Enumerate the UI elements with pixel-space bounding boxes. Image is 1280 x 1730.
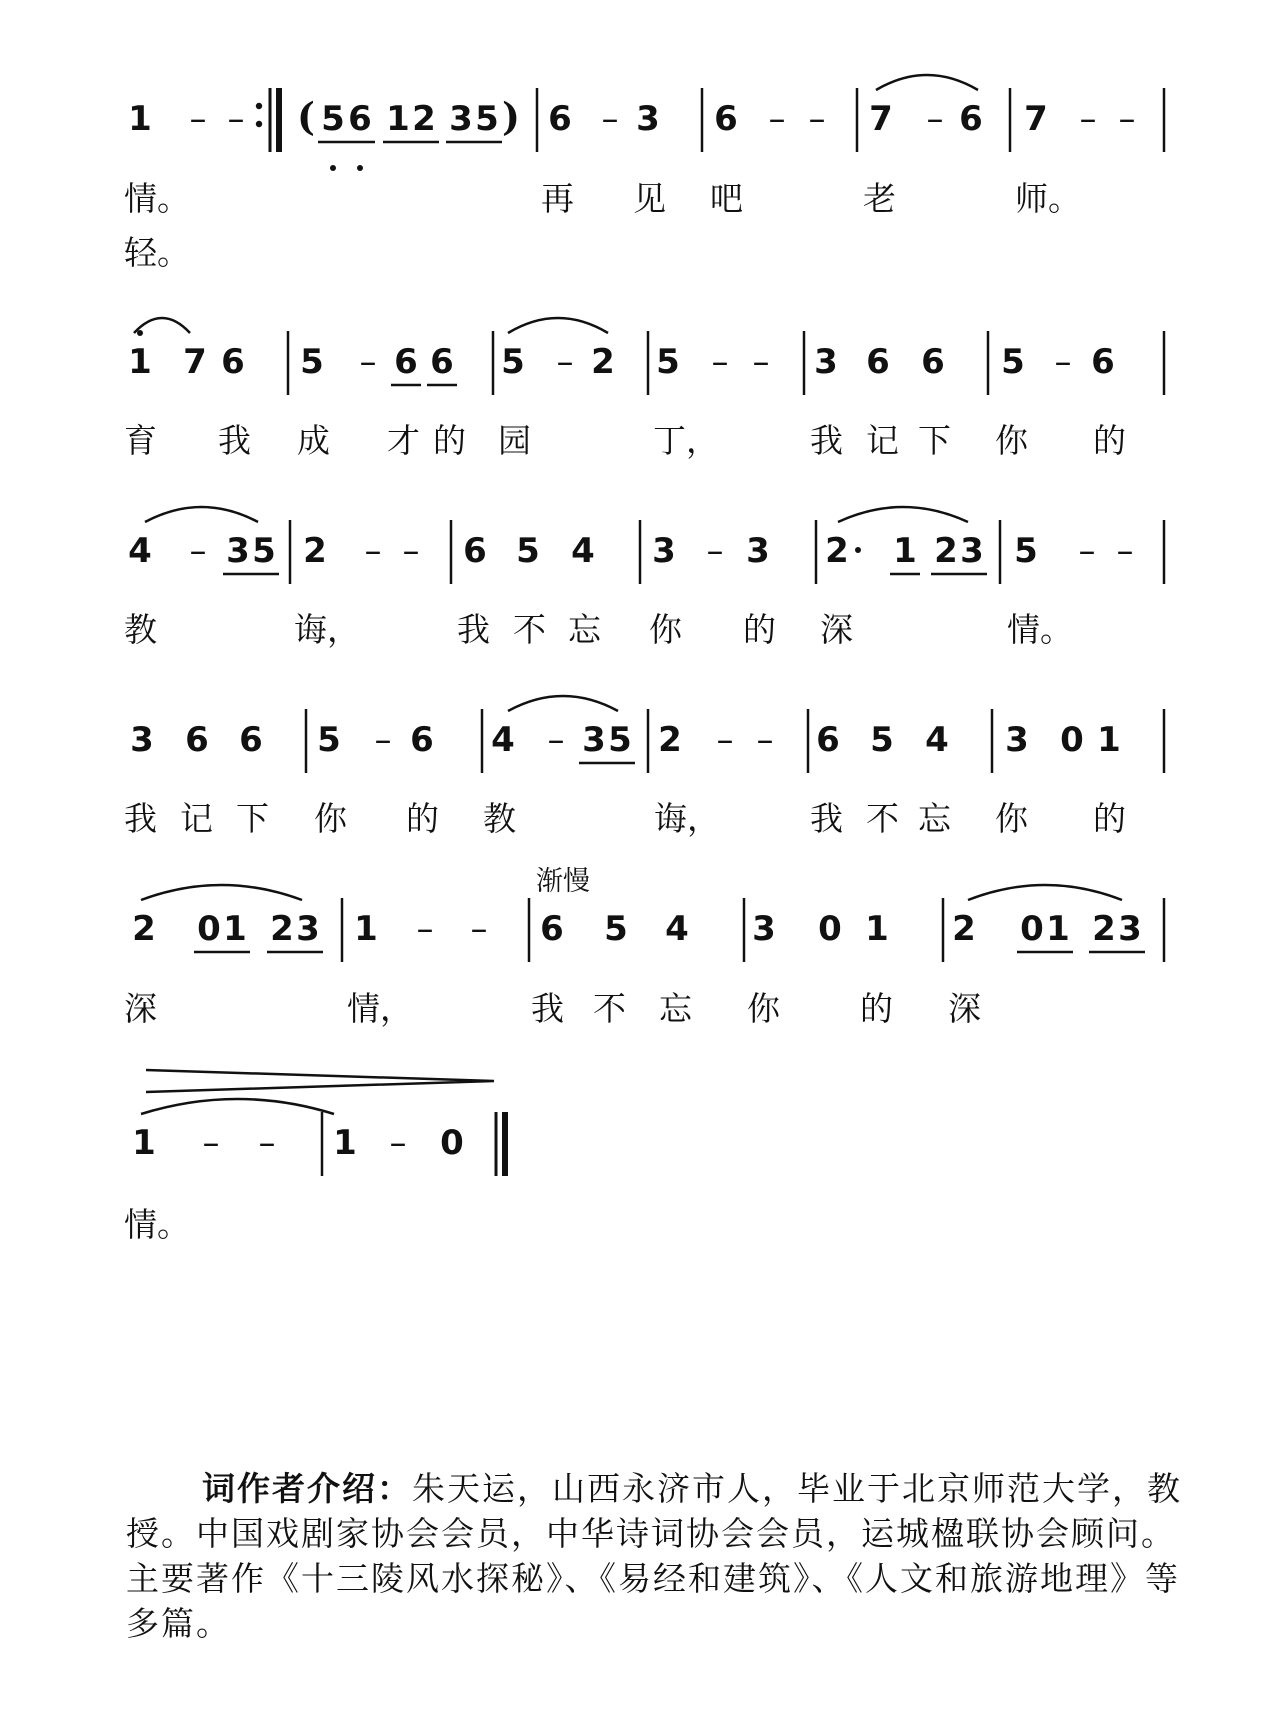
parenthesis: ( xyxy=(297,94,315,139)
note-digit: 3 xyxy=(960,531,984,571)
note-digit: 2 xyxy=(270,909,294,949)
lyric-syllable: 吧 xyxy=(710,179,743,218)
note-digit: 1 xyxy=(1097,720,1121,760)
parenthesis: ) xyxy=(502,94,520,139)
note-digit: 5 xyxy=(516,531,540,571)
slur xyxy=(141,1099,334,1114)
note-digit: 3 xyxy=(814,342,838,382)
note-digit: 6 xyxy=(1091,342,1115,382)
note-digit: 3 xyxy=(582,720,606,760)
note-digit: 0 xyxy=(1060,720,1084,760)
lyric-syllable: 我 xyxy=(457,610,490,649)
lyric-syllable: 的 xyxy=(743,610,776,649)
note-digit: 2 xyxy=(591,342,615,382)
lyric-syllable: 我 xyxy=(124,799,157,838)
note-digit: 6 xyxy=(185,720,209,760)
note-digit: 1 xyxy=(128,99,152,139)
lyric-syllable: 情。 xyxy=(1007,610,1073,649)
note-digit: 4 xyxy=(925,720,949,760)
note-digit: 6 xyxy=(221,342,245,382)
lyric-syllable: 你 xyxy=(747,989,780,1028)
sustain-dash: – xyxy=(752,342,770,382)
sustain-dash: – xyxy=(808,99,826,139)
lyric-syllable: 你 xyxy=(995,799,1028,838)
note-digit: 6 xyxy=(816,720,840,760)
slur xyxy=(134,318,190,333)
lyric-syllable: 记 xyxy=(866,421,899,460)
sustain-dash: – xyxy=(768,99,786,139)
note-digit: 1 xyxy=(893,531,917,571)
note-digit: 6 xyxy=(410,720,434,760)
lyric-syllable: 我 xyxy=(218,421,251,460)
note-digit: 3 xyxy=(296,909,320,949)
note-digit: 1 xyxy=(333,1123,357,1163)
lyric-syllable: 忘 xyxy=(568,610,601,649)
lyric-syllable: 下 xyxy=(918,421,951,460)
note-digit: 1 xyxy=(223,909,247,949)
note-digit: 5 xyxy=(501,342,525,382)
sustain-dash: – xyxy=(556,342,574,382)
lyric-syllable: 深 xyxy=(124,989,157,1028)
note-digit: 4 xyxy=(491,720,515,760)
lyric-syllable: 诲， xyxy=(654,799,720,838)
lyric-syllable: 才 xyxy=(387,421,420,460)
octave-dot-above xyxy=(137,330,143,336)
repeat-dot xyxy=(256,121,262,127)
note-digit: 1 xyxy=(865,909,889,949)
repeat-dot xyxy=(256,103,262,109)
note-digit: 6 xyxy=(921,342,945,382)
lyric-syllable: 丁， xyxy=(653,421,719,460)
note-digit: 6 xyxy=(394,342,418,382)
note-digit: 1 xyxy=(128,342,152,382)
lyric-syllable-second-verse: 轻。 xyxy=(124,233,190,272)
sustain-dash: – xyxy=(1116,531,1134,571)
lyric-syllable: 教 xyxy=(483,799,516,838)
note-digit: 6 xyxy=(239,720,263,760)
lyric-syllable: 的 xyxy=(1093,799,1126,838)
note-digit: 7 xyxy=(869,99,893,139)
lyric-syllable: 师。 xyxy=(1015,179,1081,218)
note-digit: 4 xyxy=(665,909,689,949)
lyric-syllable: 情。 xyxy=(124,179,190,218)
lyric-syllable: 情。 xyxy=(124,1205,190,1244)
lyricist-introduction-label: 词作者介绍： xyxy=(202,1469,412,1508)
lyric-syllable: 你 xyxy=(314,799,347,838)
slur xyxy=(968,885,1122,900)
sustain-dash: – xyxy=(1078,531,1096,571)
augmentation-dot xyxy=(855,547,861,553)
note-digit: 5 xyxy=(252,531,276,571)
note-digit: 5 xyxy=(656,342,680,382)
note-digit: 6 xyxy=(959,99,983,139)
slur xyxy=(508,318,608,333)
sustain-dash: – xyxy=(359,342,377,382)
sustain-dash: – xyxy=(711,342,729,382)
note-digit: 3 xyxy=(636,99,660,139)
note-digit: 6 xyxy=(866,342,890,382)
lyric-syllable: 见 xyxy=(633,179,666,218)
sustain-dash: – xyxy=(189,531,207,571)
note-digit: 3 xyxy=(449,99,473,139)
note-digit: 5 xyxy=(321,99,345,139)
note-digit: 0 xyxy=(1020,909,1044,949)
note-digit: 7 xyxy=(1024,99,1048,139)
note-digit: 6 xyxy=(548,99,572,139)
note-digit: 5 xyxy=(870,720,894,760)
note-digit: 0 xyxy=(818,909,842,949)
note-digit: 5 xyxy=(1014,531,1038,571)
sustain-dash: – xyxy=(1054,342,1072,382)
note-digit: 3 xyxy=(752,909,776,949)
lyricist-introduction xyxy=(126,1466,1186,1646)
lyricist-introduction-text: 朱天运，山西永济市人，毕业于北京师范大学，教授。中国戏剧家协会会员，中华诗词协会会员，运城楹联协会顾问。主要著作《十三陵风水探秘》、《易经和建筑》、《人文和旅游地理》等多篇。 xyxy=(126,1469,1182,1643)
lyric-syllable: 的 xyxy=(406,799,439,838)
sustain-dash: – xyxy=(926,99,944,139)
lyric-syllable: 你 xyxy=(995,421,1028,460)
note-digit: 2 xyxy=(1092,909,1116,949)
note-digit: 0 xyxy=(197,909,221,949)
note-digit: 6 xyxy=(714,99,738,139)
sustain-dash: – xyxy=(706,531,724,571)
sustain-dash: – xyxy=(202,1123,220,1163)
lyric-syllable: 成 xyxy=(297,421,330,460)
lyric-syllable: 深 xyxy=(948,989,981,1028)
note-digit: 2 xyxy=(303,531,327,571)
slur xyxy=(838,507,968,522)
note-digit: 5 xyxy=(475,99,499,139)
slur xyxy=(508,696,618,711)
note-digit: 6 xyxy=(430,342,454,382)
sustain-dash: – xyxy=(1079,99,1097,139)
tempo-mark: 渐慢 xyxy=(536,866,590,897)
note-digit: 5 xyxy=(300,342,324,382)
sustain-dash: – xyxy=(227,99,245,139)
note-digit: 3 xyxy=(1005,720,1029,760)
sustain-dash: – xyxy=(389,1123,407,1163)
lyric-syllable: 再 xyxy=(541,179,574,218)
sustain-dash: – xyxy=(402,531,420,571)
lyric-syllable: 育 xyxy=(124,421,157,460)
note-digit: 1 xyxy=(132,1123,156,1163)
lyric-syllable: 教 xyxy=(124,610,157,649)
slur xyxy=(876,75,978,90)
lyric-syllable: 下 xyxy=(236,799,269,838)
sustain-dash: – xyxy=(601,99,619,139)
lyric-syllable: 不 xyxy=(513,610,546,649)
lyric-syllable: 的 xyxy=(1093,421,1126,460)
note-digit: 1 xyxy=(1046,909,1070,949)
lyric-syllable: 诲， xyxy=(294,610,360,649)
octave-dot-below xyxy=(357,165,363,171)
note-digit: 2 xyxy=(952,909,976,949)
note-digit: 5 xyxy=(608,720,632,760)
lyric-syllable: 的 xyxy=(433,421,466,460)
note-digit: 2 xyxy=(825,531,849,571)
sustain-dash: – xyxy=(1118,99,1136,139)
lyric-syllable: 情， xyxy=(347,989,413,1028)
sustain-dash: – xyxy=(258,1123,276,1163)
lyric-syllable: 园 xyxy=(498,421,531,460)
slur xyxy=(141,885,302,900)
note-digit: 2 xyxy=(132,909,156,949)
sustain-dash: – xyxy=(547,720,565,760)
decrescendo-hairpin xyxy=(146,1070,494,1092)
lyric-syllable: 深 xyxy=(820,610,853,649)
slur xyxy=(145,507,258,522)
lyric-syllable: 不 xyxy=(866,799,899,838)
note-digit: 4 xyxy=(128,531,152,571)
note-digit: 1 xyxy=(386,99,410,139)
note-digit: 5 xyxy=(317,720,341,760)
lyric-syllable: 我 xyxy=(531,989,564,1028)
note-digit: 2 xyxy=(934,531,958,571)
note-digit: 5 xyxy=(604,909,628,949)
note-digit: 3 xyxy=(1118,909,1142,949)
sustain-dash: – xyxy=(364,531,382,571)
note-digit: 2 xyxy=(658,720,682,760)
lyric-syllable: 忘 xyxy=(659,989,692,1028)
sustain-dash: – xyxy=(756,720,774,760)
sustain-dash: – xyxy=(416,909,434,949)
note-digit: 4 xyxy=(571,531,595,571)
note-digit: 6 xyxy=(348,99,372,139)
note-digit: 6 xyxy=(463,531,487,571)
lyric-syllable: 记 xyxy=(180,799,213,838)
note-digit: 2 xyxy=(412,99,436,139)
sustain-dash: – xyxy=(716,720,734,760)
lyric-syllable: 你 xyxy=(649,610,682,649)
lyric-syllable: 我 xyxy=(810,421,843,460)
note-digit: 1 xyxy=(354,909,378,949)
sustain-dash: – xyxy=(470,909,488,949)
sustain-dash: – xyxy=(189,99,207,139)
note-digit: 6 xyxy=(540,909,564,949)
sustain-dash: – xyxy=(374,720,392,760)
lyric-syllable: 老 xyxy=(863,179,896,218)
note-digit: 5 xyxy=(1001,342,1025,382)
lyric-syllable: 不 xyxy=(593,989,626,1028)
lyric-syllable: 我 xyxy=(810,799,843,838)
note-digit: 3 xyxy=(226,531,250,571)
octave-dot-below xyxy=(330,165,336,171)
note-digit: 0 xyxy=(440,1123,464,1163)
lyric-syllable: 的 xyxy=(860,989,893,1028)
note-digit: 7 xyxy=(183,342,207,382)
note-digit: 3 xyxy=(746,531,770,571)
lyric-syllable: 忘 xyxy=(918,799,951,838)
note-digit: 3 xyxy=(130,720,154,760)
note-digit: 3 xyxy=(652,531,676,571)
